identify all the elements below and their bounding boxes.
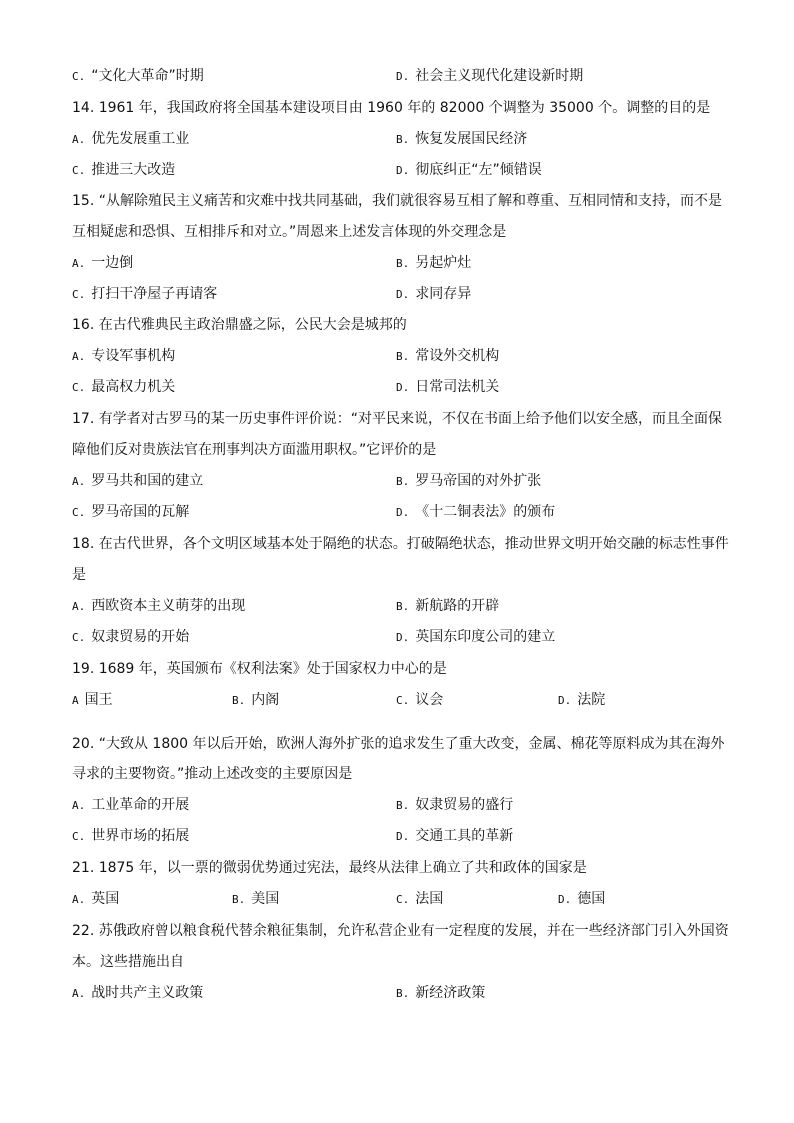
q15-option-d: D. 求同存异 [396, 286, 472, 302]
q15-stem-line2: 互相疑虑和恐惧、互相排斥和对立。”周恩来上述发言体现的外交理念是 [72, 224, 507, 240]
q20-option-b: B. 奴隶贸易的盛行 [396, 797, 514, 813]
q16-option-c: C. 最高权力机关 [72, 379, 176, 395]
q17-stem-line2: 障他们反对贵族法官在刑事判决方面滥用职权。”它评价的是 [72, 442, 437, 458]
q22-option-b: B. 新经济政策 [396, 985, 486, 1001]
q17-option-a: A. 罗马共和国的建立 [72, 473, 204, 489]
q22-option-a: A. 战时共产主义政策 [72, 985, 204, 1001]
q14-option-c: C. 推进三大改造 [72, 162, 176, 178]
q16-option-d: D. 日常司法机关 [396, 379, 500, 395]
q19-options-row [72, 690, 732, 710]
q18-stem-line2: 是 [72, 567, 86, 583]
q17-stem-line1: 17. 有学者对古罗马的某一历史事件评价说：“对平民来说，不仅在书面上给予他们以安全感，而且全面保 [72, 411, 722, 427]
q19-option-c: C. 议会 [396, 692, 444, 708]
q20-options-row-cd [72, 826, 732, 846]
q21-options-row [72, 889, 732, 909]
q18-stem-line1: 18. 在古代世界，各个文明区域基本处于隔绝的状态。打破隔绝状态，推动世界文明开始交融的标志性事件 [72, 536, 729, 552]
q15-option-a: A. 一边倒 [72, 255, 134, 271]
q16-options-row-cd [72, 377, 732, 397]
q16-stem: 16. 在古代雅典民主政治鼎盛之际，公民大会是城邦的 [72, 317, 407, 333]
q18-options-row-cd [72, 627, 732, 647]
q20-stem-line1: 20. “大致从 1800 年以后开始，欧洲人海外扩张的追求发生了重大改变，金属、棉花等原料成为其在海外 [72, 736, 725, 752]
q13-option-c: C. “文化大革命”时期 [72, 68, 204, 84]
q19-option-a: A 国王 [72, 692, 113, 708]
q20-options-row-ab [72, 795, 732, 815]
q16-option-a: A. 专设军事机构 [72, 348, 176, 364]
q13-options-row-cd [72, 66, 732, 86]
q20-option-c: C. 世界市场的拓展 [72, 828, 190, 844]
q15-stem-line1: 15. “从解除殖民主义痛苦和灾难中找共同基础，我们就很容易互相了解和尊重、互相同情和支持，而不是 [72, 193, 722, 209]
q18-option-c: C. 奴隶贸易的开始 [72, 629, 190, 645]
q17-option-b: B. 罗马帝国的对外扩张 [396, 473, 542, 489]
q17-option-d: D. 《十二铜表法》的颁布 [396, 504, 556, 520]
q15-option-b: B. 另起炉灶 [396, 255, 472, 271]
q21-option-c: C. 法国 [396, 891, 444, 907]
q14-option-b: B. 恢复发展国民经济 [396, 131, 528, 147]
q18-option-a: A. 西欧资本主义萌芽的出现 [72, 598, 246, 614]
q22-options-row-ab [72, 983, 732, 1003]
q17-option-c: C. 罗马帝国的瓦解 [72, 504, 190, 520]
q17-options-row-ab [72, 471, 732, 491]
q20-option-d: D. 交通工具的革新 [396, 828, 514, 844]
q19-option-d: D. 法院 [558, 692, 606, 708]
q14-stem: 14. 1961 年，我国政府将全国基本建设项目由 1960 年的 82000 个调整为 35000 个。调整的目的是 [72, 100, 711, 116]
q18-option-b: B. 新航路的开辟 [396, 598, 500, 614]
q20-option-a: A. 工业革命的开展 [72, 797, 190, 813]
q15-options-row-ab [72, 253, 732, 273]
q21-option-d: D. 德国 [558, 891, 606, 907]
q21-stem: 21. 1875 年，以一票的微弱优势通过宪法，最终从法律上确立了共和政体的国家是 [72, 860, 587, 876]
q17-options-row-cd [72, 502, 732, 522]
q21-option-a: A. 英国 [72, 891, 120, 907]
q21-option-b: B. 美国 [232, 891, 280, 907]
q20-stem-line2: 寻求的主要物资。”推动上述改变的主要原因是 [72, 766, 353, 782]
q14-option-a: A. 优先发展重工业 [72, 131, 190, 147]
q15-option-c: C. 打扫干净屋子再请客 [72, 286, 218, 302]
q22-stem-line1: 22. 苏俄政府曾以粮食税代替余粮征集制，允许私营企业有一定程度的发展，并在一些经济部门引入外国资 [72, 923, 729, 939]
q18-options-row-ab [72, 596, 732, 616]
q14-options-row-ab [72, 129, 732, 149]
q16-options-row-ab [72, 346, 732, 366]
q13-option-d: D. 社会主义现代化建设新时期 [396, 68, 584, 84]
q19-stem: 19. 1689 年，英国颁布《权利法案》处于国家权力中心的是 [72, 661, 447, 677]
q15-options-row-cd [72, 284, 732, 304]
q14-options-row-cd [72, 160, 732, 180]
q16-option-b: B. 常设外交机构 [396, 348, 500, 364]
q14-option-d: D. 彻底纠正“左”倾错误 [396, 162, 542, 178]
q19-option-b: B. 内阁 [232, 692, 280, 708]
q22-stem-line2: 本。这些措施出自 [72, 954, 184, 970]
q18-option-d: D. 英国东印度公司的建立 [396, 629, 556, 645]
